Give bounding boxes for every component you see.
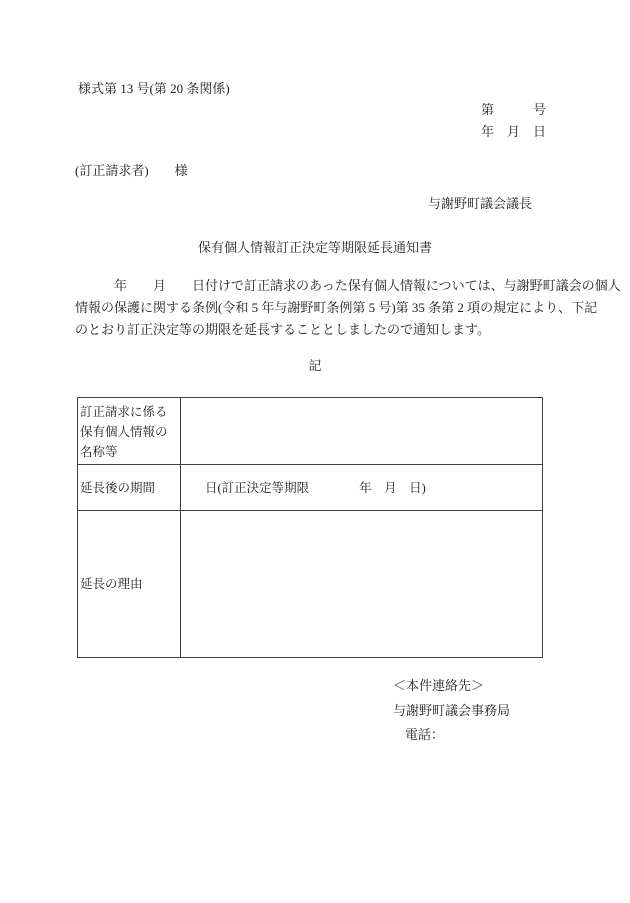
phone-label: 電話：	[405, 727, 445, 742]
section-marker: 記	[308, 358, 322, 373]
row-value-extended-period: 日(訂正決定等期限 年 月 日)	[181, 465, 543, 511]
row-label-information-name: 訂正請求に係る保有個人情報の名称等	[78, 398, 181, 465]
contact-office: 与謝野町議会事務局	[393, 702, 511, 718]
row-value-information-name	[181, 398, 543, 465]
table-row-extended-period	[78, 465, 543, 511]
row-value-extension-reason	[181, 511, 543, 658]
table-row-extension-reason	[78, 511, 543, 658]
form-number: 様式第 13 号(第 20 条関係)	[78, 81, 230, 96]
body-line-1: 年 月 日付けで訂正請求のあった保有個人情報については、与謝野町議会の個人	[75, 278, 621, 293]
body-line-2: 情報の保護に関する条例(令和 5 年与謝野町条例第 5 号)第 35 条第 2 項の規定により、下記	[75, 300, 598, 315]
row-label-extended-period: 延長後の期間	[78, 465, 181, 511]
recipient-line: (訂正請求者) 様	[75, 163, 188, 178]
sender-name: 与謝野町議会議長	[428, 196, 533, 211]
issue-date: 年 月 日	[481, 124, 547, 139]
document-number: 第 号	[481, 102, 547, 117]
row-label-extension-reason: 延長の理由	[78, 511, 181, 658]
body-line-3: のとおり訂正決定等の期限を延長することとしましたので通知します。	[75, 322, 490, 337]
body-paragraph	[75, 275, 621, 341]
contact-heading: ＜本件連絡先＞	[393, 678, 485, 693]
document-title: 保有個人情報訂正決定等期限延長通知書	[197, 240, 432, 255]
table-row-information-name	[78, 398, 543, 465]
notice-table	[77, 397, 543, 658]
document-number-date-block	[481, 99, 546, 143]
contact-block	[393, 674, 510, 748]
